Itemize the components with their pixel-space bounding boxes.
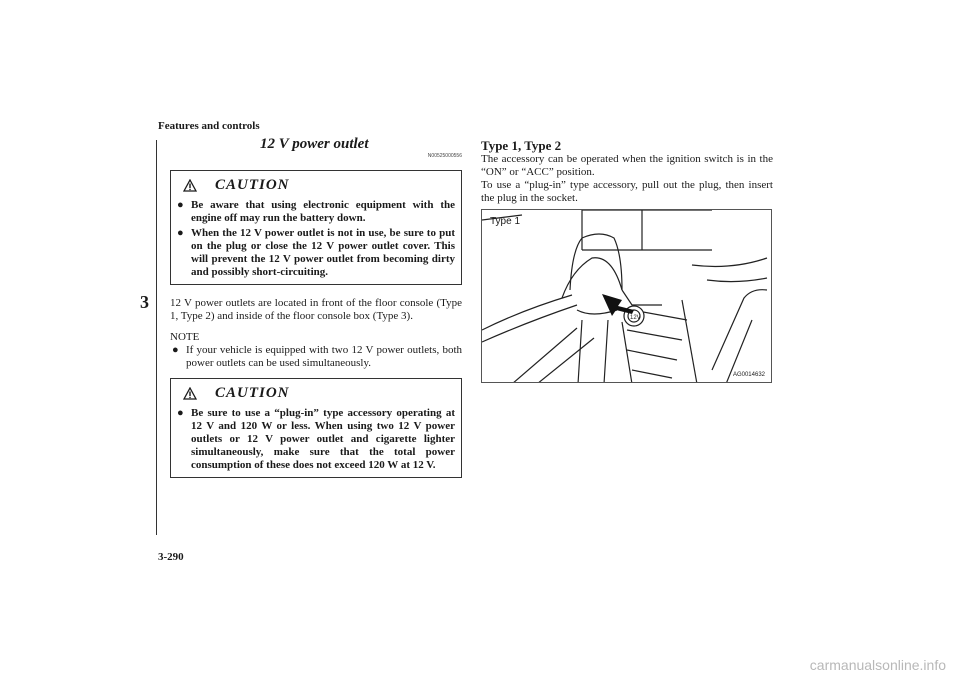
- caution-item: ● Be aware that using electronic equipment with the engine off may run the battery down.: [177, 199, 455, 224]
- watermark-link[interactable]: carmanualsonline.info: [809, 657, 946, 673]
- power-outlet-drawing: [482, 210, 772, 383]
- caution-title: CAUTION: [215, 176, 290, 193]
- figure-type-label: Type 1: [490, 216, 521, 227]
- body-paragraph: The accessory can be operated when the ignition switch is in the “ON” or “ACC” position.: [481, 153, 773, 178]
- caution-item: ● When the 12 V power outlet is not in use, be sure to put on the plug or close the 12 V power outlet cover. This will prevent the 12 V power outlet from becoming dirty and possibly short-circuiting.: [177, 227, 455, 278]
- caution-header: [177, 381, 455, 405]
- console-illustration: [481, 209, 772, 383]
- note-item: ● If your vehicle is equipped with two 12 V power outlets, both power outlets can be used simultaneously.: [172, 344, 462, 369]
- right-column: [481, 138, 773, 205]
- bullet-icon: ●: [177, 227, 184, 239]
- bullet-icon: ●: [177, 407, 184, 419]
- caution-title: CAUTION: [215, 384, 290, 401]
- body-paragraph: To use a “plug-in” type accessory, pull out the plug, then insert the plug in the socket.: [481, 179, 773, 204]
- chapter-tab-divider: [156, 140, 157, 535]
- chapter-tab: 3: [140, 292, 149, 312]
- running-header: Features and controls: [158, 120, 260, 132]
- left-column: [170, 136, 462, 478]
- warning-triangle-icon: [183, 387, 197, 400]
- caution-box-1: [170, 170, 462, 285]
- bullet-icon: ●: [177, 199, 184, 211]
- note-label: NOTE: [170, 331, 200, 343]
- svg-text:12V: 12V: [630, 315, 641, 321]
- section-title-block: [170, 136, 462, 164]
- body-paragraph: 12 V power outlets are located in front of the floor console (Type 1, Type 2) and inside of the floor console box (Type 3).: [170, 297, 462, 322]
- page-number: 3-290: [158, 551, 184, 563]
- section-title: 12 V power outlet: [260, 136, 369, 152]
- bullet-icon: ●: [172, 344, 179, 356]
- warning-triangle-icon: [183, 179, 197, 192]
- caution-box-2: [170, 378, 462, 478]
- figure-code: AG0014632: [732, 372, 765, 378]
- caution-item: ● Be sure to use a “plug-in” type accessory operating at 12 V and 120 W or less. When using two 12 V power outlets or 12 V power outlet and cigarette lighter simultaneously, make sure that the total power consumption of these does not exceed 120 W at 12 V.: [177, 407, 455, 471]
- caution-header: [177, 173, 455, 197]
- section-code: N00525000556: [427, 153, 462, 159]
- type-heading: Type 1, Type 2: [481, 138, 562, 153]
